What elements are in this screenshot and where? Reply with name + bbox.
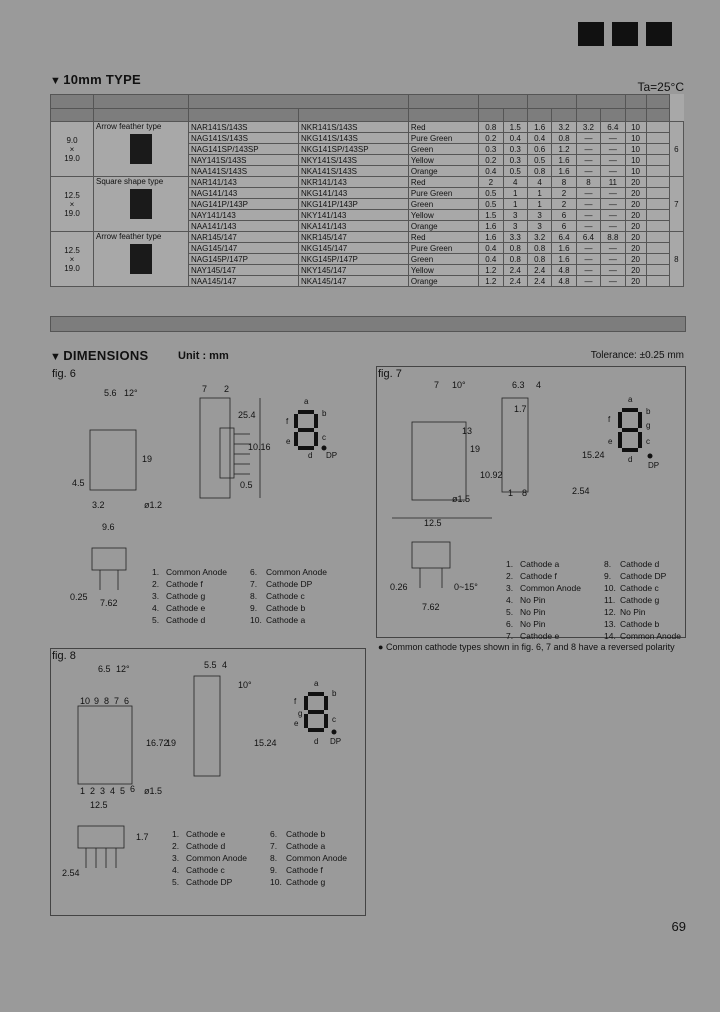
svg-text:12.5: 12.5 — [90, 800, 108, 810]
svg-text:8: 8 — [522, 488, 528, 498]
svg-text:ø1.5: ø1.5 — [452, 494, 471, 504]
svg-text:a: a — [314, 679, 319, 688]
table-cell: 1 — [503, 188, 527, 199]
table-cell: NAG141S/143S — [189, 133, 299, 144]
brand-icon-1 — [578, 22, 604, 46]
svg-text:12.5: 12.5 — [424, 518, 442, 528]
table-cell: — — [601, 166, 625, 177]
table-cell: Red — [408, 232, 478, 243]
svg-text:b: b — [332, 689, 337, 698]
svg-text:2.54: 2.54 — [62, 868, 80, 878]
svg-text:0.26: 0.26 — [390, 582, 408, 592]
svg-text:e: e — [608, 437, 613, 446]
fig8-seven-segment — [304, 692, 337, 735]
table-cell: 1.2 — [552, 144, 576, 155]
legend-row: 1. Common Anode 6. Common Anode — [152, 567, 327, 577]
fig6-label: fig. 6 — [52, 368, 76, 380]
col-part-number — [189, 95, 409, 109]
legend-row: 4. Cathode e 9. Cathode b — [152, 603, 306, 613]
svg-text:1: 1 — [80, 786, 86, 796]
svg-text:d: d — [308, 451, 313, 460]
svg-text:2: 2 — [90, 786, 96, 796]
svg-text:0~15°: 0~15° — [454, 582, 478, 592]
figure-ref-cell: 7 — [669, 177, 683, 232]
unit-label: Unit : mm — [178, 350, 229, 362]
table-cell: NAY141S/143S — [189, 155, 299, 166]
table-cell: 20 — [625, 243, 646, 254]
table-cell: 2.4 — [527, 265, 551, 276]
table-cell: 0.3 — [479, 144, 503, 155]
svg-text:4: 4 — [536, 380, 542, 390]
figure-ref-cell: 8 — [669, 232, 683, 287]
table-cell: 1.2 — [479, 265, 503, 276]
table-cell: NAG145P/147P — [189, 254, 299, 265]
table-row — [51, 122, 684, 133]
table-cell: 6.4 — [576, 232, 600, 243]
table-cell: 3 — [503, 210, 527, 221]
svg-text:10.16: 10.16 — [248, 442, 271, 452]
svg-text:19: 19 — [470, 444, 481, 454]
table-cell: 2.4 — [503, 265, 527, 276]
polarity-note: ● Common cathode types shown in fig. 6, 7 and 8 have a reversed polarity — [378, 642, 675, 652]
legend-row: 2. Cathode d 7. Cathode a — [172, 841, 326, 851]
table-cell: — — [576, 199, 600, 210]
table-cell: NAG145/147 — [189, 243, 299, 254]
table-cell: 2 — [552, 199, 576, 210]
fig7-pin-legend — [506, 558, 700, 642]
table-cell: NAA145/147 — [189, 276, 299, 287]
fig7-label: fig. 7 — [378, 368, 402, 380]
svg-text:DP: DP — [326, 451, 338, 460]
table-cell: 6 — [552, 210, 576, 221]
table-cell: NAG141SP/143SP — [189, 144, 299, 155]
table-cell: NKG145P/147P — [298, 254, 408, 265]
svg-text:10.92: 10.92 — [480, 470, 503, 480]
table-cell: — — [601, 276, 625, 287]
header-icons — [578, 22, 672, 46]
table-cell: — — [576, 133, 600, 144]
col-fig — [646, 95, 669, 109]
table-cell: 1.6 — [479, 232, 503, 243]
svg-text:3: 3 — [100, 786, 106, 796]
table-row — [51, 177, 684, 188]
table-cell: NKR145/147 — [298, 232, 408, 243]
svg-text:DP: DP — [330, 737, 342, 746]
svg-text:b: b — [646, 407, 651, 416]
table-cell: 3.2 — [552, 122, 576, 133]
svg-text:e: e — [294, 719, 299, 728]
table-cell: 3.2 — [527, 232, 551, 243]
table-footer — [50, 316, 686, 332]
table-cell: — — [601, 254, 625, 265]
table-cell: — — [601, 243, 625, 254]
table-cell: — — [601, 144, 625, 155]
section-title-dimensions: ▼ DIMENSIONS — [50, 348, 149, 363]
svg-text:7.62: 7.62 — [100, 598, 118, 608]
table-cell: Pure Green — [408, 133, 478, 144]
table-cell: 8 — [552, 177, 576, 188]
col-intensity-a — [479, 95, 528, 109]
svg-text:g: g — [646, 421, 651, 430]
table-cell: — — [601, 199, 625, 210]
table-cell: 10 — [625, 144, 646, 155]
table-cell: 0.2 — [479, 155, 503, 166]
led-display-image — [130, 134, 152, 164]
svg-text:10: 10 — [80, 696, 91, 706]
table-cell: 8.8 — [601, 232, 625, 243]
svg-text:5.5: 5.5 — [204, 660, 217, 670]
triangle-icon: ▼ — [50, 75, 62, 87]
svg-text:a: a — [628, 395, 633, 404]
page-number: 69 — [671, 919, 686, 934]
brand-icon-3 — [646, 22, 672, 46]
svg-text:6: 6 — [130, 784, 136, 794]
svg-text:f: f — [286, 417, 289, 426]
legend-row: 1. Cathode a 8. Cathode d — [506, 559, 660, 569]
table-cell: Red — [408, 122, 478, 133]
table-cell: — — [601, 210, 625, 221]
fig8-label: fig. 8 — [52, 650, 76, 662]
table-cell: 3 — [527, 210, 551, 221]
table-cell: 4 — [527, 177, 551, 188]
svg-text:6: 6 — [124, 696, 130, 706]
svg-text:25.4: 25.4 — [238, 410, 256, 420]
table-cell: — — [576, 265, 600, 276]
bullet-icon: ● — [378, 642, 384, 652]
svg-text:12°: 12° — [124, 388, 138, 398]
table-cell: Yellow — [408, 155, 478, 166]
svg-text:0.25: 0.25 — [70, 592, 88, 602]
table-cell: NKY141/143 — [298, 210, 408, 221]
table-cell: 0.8 — [552, 133, 576, 144]
table-cell: NAY141/143 — [189, 210, 299, 221]
table-cell: 20 — [625, 265, 646, 276]
table-cell: — — [601, 133, 625, 144]
table-cell: 1.6 — [552, 155, 576, 166]
col-shape — [51, 95, 94, 109]
table-cell: 1 — [503, 199, 527, 210]
table-cell: 2.4 — [527, 276, 551, 287]
svg-text:7: 7 — [114, 696, 120, 706]
table-cell: 0.5 — [503, 166, 527, 177]
table-cell: Green — [408, 199, 478, 210]
table-cell: — — [576, 155, 600, 166]
svg-text:13: 13 — [462, 426, 473, 436]
legend-row: 6. No Pin 13. Cathode b — [506, 619, 660, 629]
table-cell: NKR141S/143S — [298, 122, 408, 133]
table-cell: Green — [408, 254, 478, 265]
table-cell: 3.3 — [503, 232, 527, 243]
table-cell: 20 — [625, 276, 646, 287]
svg-text:7: 7 — [202, 384, 208, 394]
shape-cell: Square shape type — [94, 177, 189, 232]
table-cell: 20 — [625, 210, 646, 221]
table-cell: 20 — [625, 177, 646, 188]
legend-row: 3. Common Anode 10. Cathode c — [506, 583, 659, 593]
figure-ref-cell: 6 — [669, 122, 683, 177]
legend-row: 2. Cathode f 7. Cathode DP — [152, 579, 313, 589]
svg-text:a: a — [304, 397, 309, 406]
col-intensity-b — [527, 95, 576, 109]
svg-text:e: e — [286, 437, 291, 446]
table-cell: 10 — [625, 155, 646, 166]
fig8-front-body — [78, 706, 132, 784]
fig7-front-body — [412, 422, 466, 500]
table-cell: — — [601, 265, 625, 276]
svg-text:4: 4 — [222, 660, 228, 670]
table-cell: Orange — [408, 166, 478, 177]
legend-row: 3. Common Anode 8. Common Anode — [172, 853, 347, 863]
table-cell: 0.8 — [503, 254, 527, 265]
svg-text:19: 19 — [166, 738, 177, 748]
brand-icon-2 — [612, 22, 638, 46]
table-cell: 3 — [503, 221, 527, 232]
legend-row: 4. No Pin 11. Cathode g — [506, 595, 660, 605]
legend-row: 7. Cathode e 14. Common Anode — [506, 631, 681, 641]
table-cell: 1.6 — [552, 254, 576, 265]
svg-text:19: 19 — [142, 454, 153, 464]
legend-row: 5. No Pin 12. No Pin — [506, 607, 646, 617]
shape-cell: Arrow feather type — [94, 122, 189, 177]
table-cell: Red — [408, 177, 478, 188]
table-cell: 3 — [527, 221, 551, 232]
led-display-image — [130, 189, 152, 219]
legend-row: 5. Cathode DP 10. Cathode g — [172, 877, 326, 887]
table-cell: 1.6 — [552, 243, 576, 254]
table-cell: 2.4 — [503, 276, 527, 287]
table-cell: NKG141S/143S — [298, 133, 408, 144]
fig6-pin-legend — [152, 566, 346, 626]
table-cell: 0.3 — [503, 144, 527, 155]
table-cell: 0.4 — [479, 243, 503, 254]
svg-text:f: f — [294, 697, 297, 706]
table-cell: 0.4 — [479, 166, 503, 177]
table-cell: 0.8 — [527, 243, 551, 254]
spec-table — [50, 94, 684, 287]
svg-text:d: d — [314, 737, 319, 746]
table-cell: — — [576, 144, 600, 155]
table-cell: NAA141S/143S — [189, 166, 299, 177]
svg-text:1: 1 — [508, 488, 514, 498]
table-cell: NKG141/143 — [298, 188, 408, 199]
table-cell: Yellow — [408, 265, 478, 276]
table-cell: — — [576, 254, 600, 265]
table-cell: Orange — [408, 276, 478, 287]
table-cell: 0.8 — [479, 122, 503, 133]
svg-text:d: d — [628, 455, 633, 464]
section-title-10mm: ▼ 10mm TYPE — [50, 72, 142, 87]
tolerance-label: Tolerance: ±0.25 mm — [590, 350, 684, 361]
legend-row: 1. Cathode e 6. Cathode b — [172, 829, 326, 839]
table-cell: 2 — [552, 188, 576, 199]
table-cell: 2 — [479, 177, 503, 188]
table-cell: 0.2 — [479, 133, 503, 144]
table-cell: NAA141/143 — [189, 221, 299, 232]
table-cell: 0.4 — [479, 254, 503, 265]
table-cell: 4.8 — [552, 276, 576, 287]
fig8-pin-legend — [172, 828, 366, 888]
table-cell: 1.6 — [479, 221, 503, 232]
table-cell: 3.2 — [576, 122, 600, 133]
table-cell: 0.3 — [503, 155, 527, 166]
table-cell: NAG141/143 — [189, 188, 299, 199]
table-cell: 1 — [527, 188, 551, 199]
table-cell: 4 — [503, 177, 527, 188]
table-cell: — — [601, 221, 625, 232]
svg-text:10°: 10° — [238, 680, 252, 690]
table-cell: 11 — [601, 177, 625, 188]
svg-text:b: b — [322, 409, 327, 418]
svg-text:1.7: 1.7 — [514, 404, 527, 414]
table-cell: Orange — [408, 221, 478, 232]
svg-text:16.72: 16.72 — [146, 738, 169, 748]
svg-text:DP: DP — [648, 461, 660, 470]
svg-text:8: 8 — [104, 696, 110, 706]
svg-text:4: 4 — [110, 786, 116, 796]
table-cell: 1 — [527, 199, 551, 210]
table-cell: 0.5 — [527, 155, 551, 166]
table-cell: NKY145/147 — [298, 265, 408, 276]
fig8-side-body — [194, 676, 220, 776]
svg-text:12°: 12° — [116, 664, 130, 674]
table-cell: 0.4 — [527, 133, 551, 144]
svg-text:10°: 10° — [452, 380, 466, 390]
svg-text:9: 9 — [94, 696, 100, 706]
fig8-bottom-body — [78, 826, 124, 848]
table-cell: NAG141P/143P — [189, 199, 299, 210]
table-cell: NKA145/147 — [298, 276, 408, 287]
table-cell: 20 — [625, 188, 646, 199]
table-row — [51, 232, 684, 243]
table-cell: 1.2 — [479, 276, 503, 287]
svg-text:6.5: 6.5 — [98, 664, 111, 674]
table-cell: 1.5 — [503, 122, 527, 133]
legend-row: 5. Cathode d 10. Cathode a — [152, 615, 306, 625]
table-cell: 6.4 — [601, 122, 625, 133]
table-cell: 8 — [576, 177, 600, 188]
table-cell: Pure Green — [408, 188, 478, 199]
table-cell: 1.5 — [479, 210, 503, 221]
table-cell: — — [601, 155, 625, 166]
table-cell: — — [576, 166, 600, 177]
table-cell: 10 — [625, 133, 646, 144]
fig6-dim-width: 5.6 — [104, 388, 117, 398]
svg-text:7.62: 7.62 — [422, 602, 440, 612]
table-cell: 0.8 — [503, 243, 527, 254]
svg-text:15.24: 15.24 — [254, 738, 277, 748]
col-current — [625, 95, 646, 109]
table-cell: — — [576, 188, 600, 199]
table-cell: NKY141S/143S — [298, 155, 408, 166]
svg-text:c: c — [332, 715, 336, 724]
legend-row: 2. Cathode f 9. Cathode DP — [506, 571, 667, 581]
table-cell: 0.4 — [503, 133, 527, 144]
table-cell: 0.8 — [527, 254, 551, 265]
table-cell: — — [576, 276, 600, 287]
fig6-bottom-body — [92, 548, 126, 570]
svg-text:5: 5 — [120, 786, 126, 796]
svg-text:2: 2 — [224, 384, 230, 394]
table-cell: NAR141S/143S — [189, 122, 299, 133]
table-cell: NKG141SP/143SP — [298, 144, 408, 155]
triangle-icon: ▼ — [50, 351, 62, 363]
svg-text:c: c — [646, 437, 650, 446]
table-cell: 0.6 — [527, 144, 551, 155]
svg-text:2.54: 2.54 — [572, 486, 590, 496]
table-cell: — — [576, 221, 600, 232]
svg-text:15.24: 15.24 — [582, 450, 605, 460]
svg-text:1.7: 1.7 — [136, 832, 149, 842]
svg-text:c: c — [322, 433, 326, 442]
size-cell: 12.5 × 19.0 — [51, 177, 94, 232]
table-cell: 6.4 — [552, 232, 576, 243]
table-cell: NAR145/147 — [189, 232, 299, 243]
svg-text:0.5: 0.5 — [240, 480, 253, 490]
svg-text:4.5: 4.5 — [72, 478, 85, 488]
svg-text:7: 7 — [434, 380, 440, 390]
svg-text:6.3: 6.3 — [512, 380, 525, 390]
table-cell: 20 — [625, 221, 646, 232]
col-figure — [94, 95, 189, 109]
col-intensity-c — [576, 95, 625, 109]
table-cell: NKG141P/143P — [298, 199, 408, 210]
fig6-front-body — [90, 430, 136, 490]
table-cell: 20 — [625, 199, 646, 210]
table-cell: Pure Green — [408, 243, 478, 254]
table-cell: 4.8 — [552, 265, 576, 276]
size-cell: 12.5 × 19.0 — [51, 232, 94, 287]
svg-text:ø1.5: ø1.5 — [144, 786, 163, 796]
table-cell: 10 — [625, 122, 646, 133]
table-cell: 10 — [625, 166, 646, 177]
table-cell: 1.6 — [527, 122, 551, 133]
table-cell: 0.8 — [527, 166, 551, 177]
legend-row: 3. Cathode g 8. Cathode c — [152, 591, 305, 601]
table-cell: 0.5 — [479, 199, 503, 210]
table-cell: NKA141S/143S — [298, 166, 408, 177]
legend-row: 4. Cathode c 9. Cathode f — [172, 865, 323, 875]
table-cell: Yellow — [408, 210, 478, 221]
table-cell: 0.5 — [479, 188, 503, 199]
table-cell: — — [576, 243, 600, 254]
shape-cell: Arrow feather type — [94, 232, 189, 287]
table-cell: Green — [408, 144, 478, 155]
svg-text:g: g — [298, 709, 303, 718]
table-cell: NAR141/143 — [189, 177, 299, 188]
table-cell: 20 — [625, 232, 646, 243]
table-cell: NKR141/143 — [298, 177, 408, 188]
table-cell: — — [576, 210, 600, 221]
table-cell: NAY145/147 — [189, 265, 299, 276]
col-color — [408, 95, 478, 109]
ambient-temperature: Ta=25°C — [637, 80, 684, 94]
table-cell: NKG145/147 — [298, 243, 408, 254]
svg-text:9.6: 9.6 — [102, 522, 115, 532]
svg-text:f: f — [608, 415, 611, 424]
table-cell: NKA141/143 — [298, 221, 408, 232]
led-display-image — [130, 244, 152, 274]
fig7-bottom-body — [412, 542, 450, 568]
svg-text:ø1.2: ø1.2 — [144, 500, 163, 510]
svg-text:3.2: 3.2 — [92, 500, 105, 510]
fig6-side-body — [200, 398, 230, 498]
size-cell: 9.0 × 19.0 — [51, 122, 94, 177]
table-cell: 1.6 — [552, 166, 576, 177]
table-cell: — — [601, 188, 625, 199]
table-cell: 6 — [552, 221, 576, 232]
table-cell: 20 — [625, 254, 646, 265]
